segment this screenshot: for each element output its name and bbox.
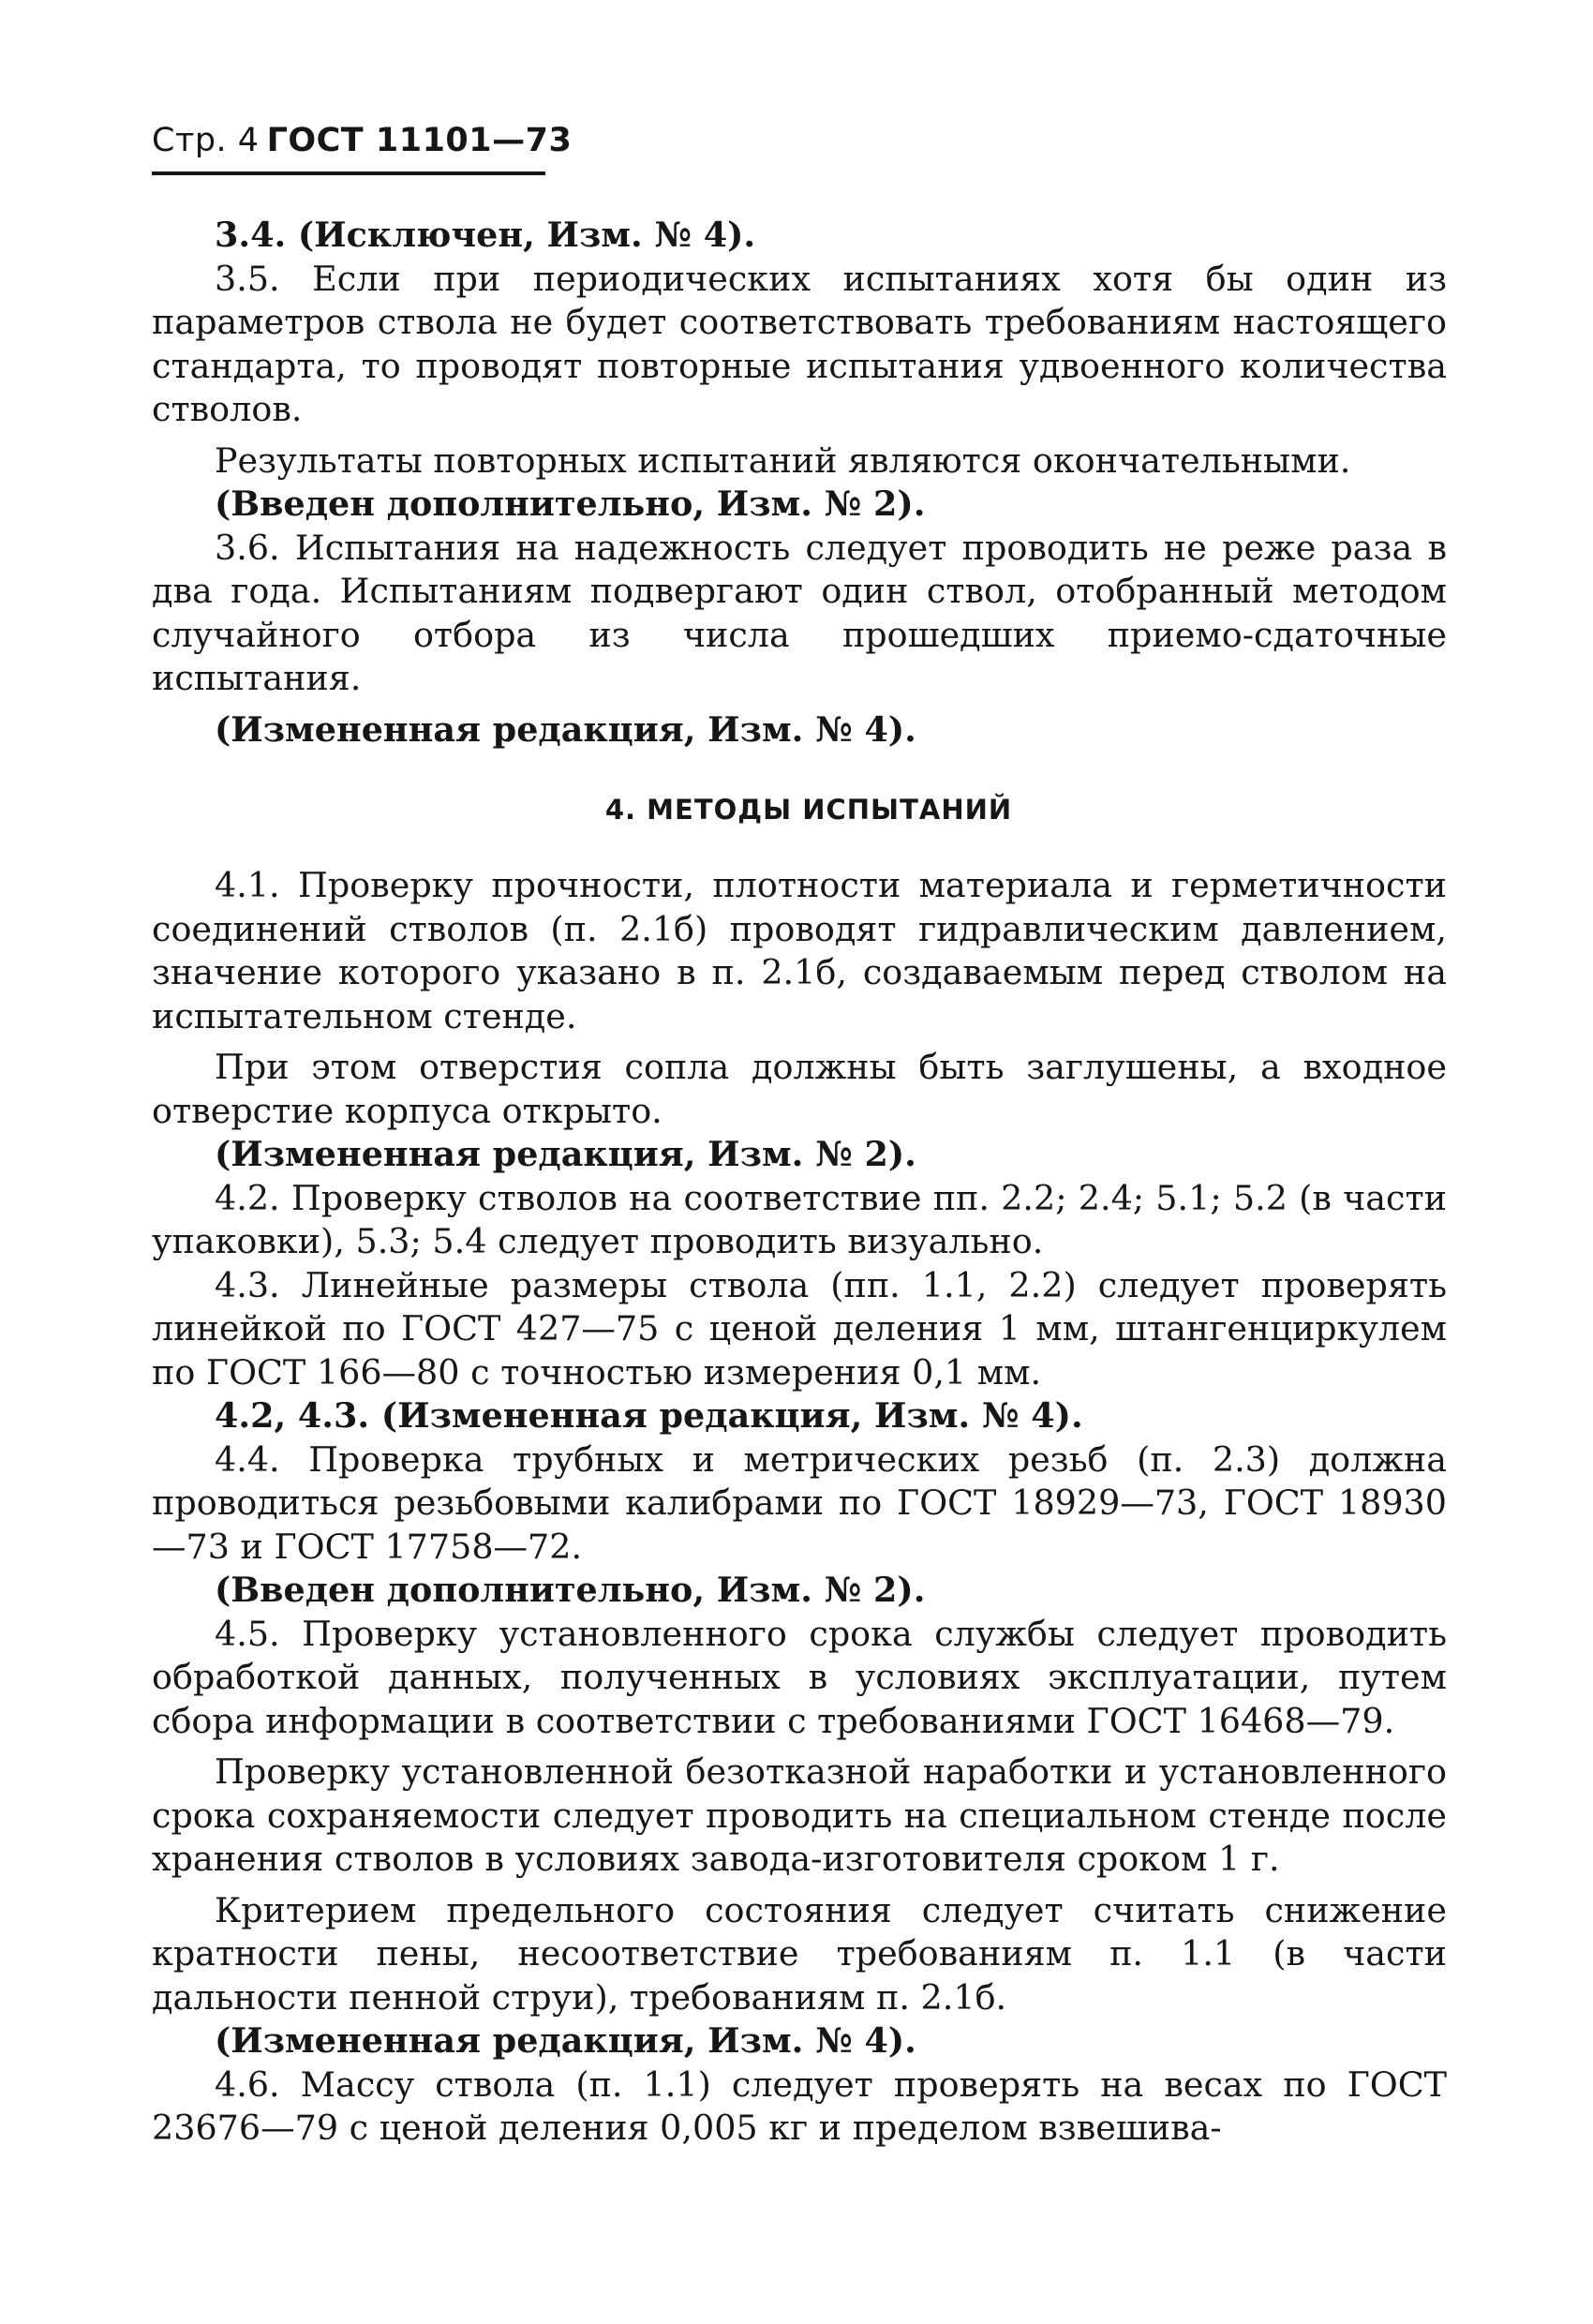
document-id: ГОСТ 11101—73 <box>266 122 573 159</box>
paragraph-repeat-test-results: Результаты повторных испытаний являются окончательными. <box>215 439 1351 481</box>
clause-3-6: 3.6. Испытания на надежность следует проводить не реже раза в два года. Испытаниям подвергают один ствол, отобранный методом случайного отбора из числа прошедших приемо-сдаточные испытания. <box>152 527 1447 698</box>
paragraph-nozzle-plugged: При этом отверстия сопла должны быть заглушены, а входное отверстие корпуса открыто. <box>152 1047 1447 1131</box>
clause-4-4: 4.4. Проверка трубных и метрических резьб (п. 2.3) должна проводиться резьбовыми калибрами по ГОСТ 18929—73, ГОСТ 18930—73 и ГОСТ 17758—72. <box>152 1438 1447 1567</box>
header-rule <box>152 171 545 175</box>
paragraph-failure-free-operation: Проверку установленной безотказной наработки и установленного срока сохраняемости следует проводить на специальном стенде после хранения стволов в условиях завода-изготовителя сроком 1 г. <box>152 1751 1447 1879</box>
clause-3-5: 3.5. Если при периодических испытаниях хотя бы один из параметров ствола не будет соответствовать требованиям настоящего стандарта, то проводят повторные испытания удвоенного количества стволов. <box>152 258 1447 429</box>
amendment-note: (Введен дополнительно, Изм. № 2). <box>215 484 926 524</box>
amendment-note: (Измененная редакция, Изм. № 4). <box>215 708 916 750</box>
clause-4-1: 4.1. Проверку прочности, плотности материала и герметичности соединений стволов (п. 2.1б) проводят гидравлическим давлением, значение которого указано в п. 2.1б, создаваемым перед стволом на испытательном стенде. <box>152 865 1447 1036</box>
clause-4-2: 4.2. Проверку стволов на соответствие пп. 2.2; 2.4; 5.1; 5.2 (в части упаковки), 5.3; 5.4 следует проводить визуально. <box>152 1177 1447 1261</box>
body-text <box>152 214 1447 2151</box>
amendment-note: (Введен дополнительно, Изм. № 2). <box>215 1570 926 1610</box>
clause-4-5: 4.5. Проверку установленного срока службы следует проводить обработкой данных, полученных в условиях эксплуатации, путем сбора информации в соответствии с требованиями ГОСТ 16468—79. <box>152 1613 1447 1741</box>
clause-4-3: 4.3. Линейные размеры ствола (пп. 1.1, 2.2) следует проверять линейкой по ГОСТ 427—75 с ценой деления 1 мм, штангенциркулем по ГОСТ 166—80 с точностью измерения 0,1 мм. <box>152 1264 1447 1393</box>
clause-4-6: 4.6. Массу ствола (п. 1.1) следует проверять на весах по ГОСТ 23676—79 с ценой деления 0,005 кг и пределом взвешива- <box>152 2063 1447 2148</box>
running-header <box>152 122 572 159</box>
amendment-note: (Измененная редакция, Изм. № 4). <box>215 2020 916 2061</box>
clause-3-4: 3.4. (Исключен, Изм. № 4). <box>215 215 756 255</box>
section-heading: 4. МЕТОДЫ ИСПЫТАНИЙ <box>604 794 1013 826</box>
amendment-note: 4.2, 4.3. (Измененная редакция, Изм. № 4). <box>215 1395 1083 1436</box>
amendment-note: (Измененная редакция, Изм. № 2). <box>215 1134 916 1174</box>
paragraph-limit-state-criterion: Критерием предельного состояния следует считать снижение кратности пены, несоответствие требованиям п. 1.1 (в части дальности пенной струи), требованиям п. 2.1б. <box>152 1889 1447 2018</box>
page-number-label: Стр. 4 <box>152 122 260 159</box>
